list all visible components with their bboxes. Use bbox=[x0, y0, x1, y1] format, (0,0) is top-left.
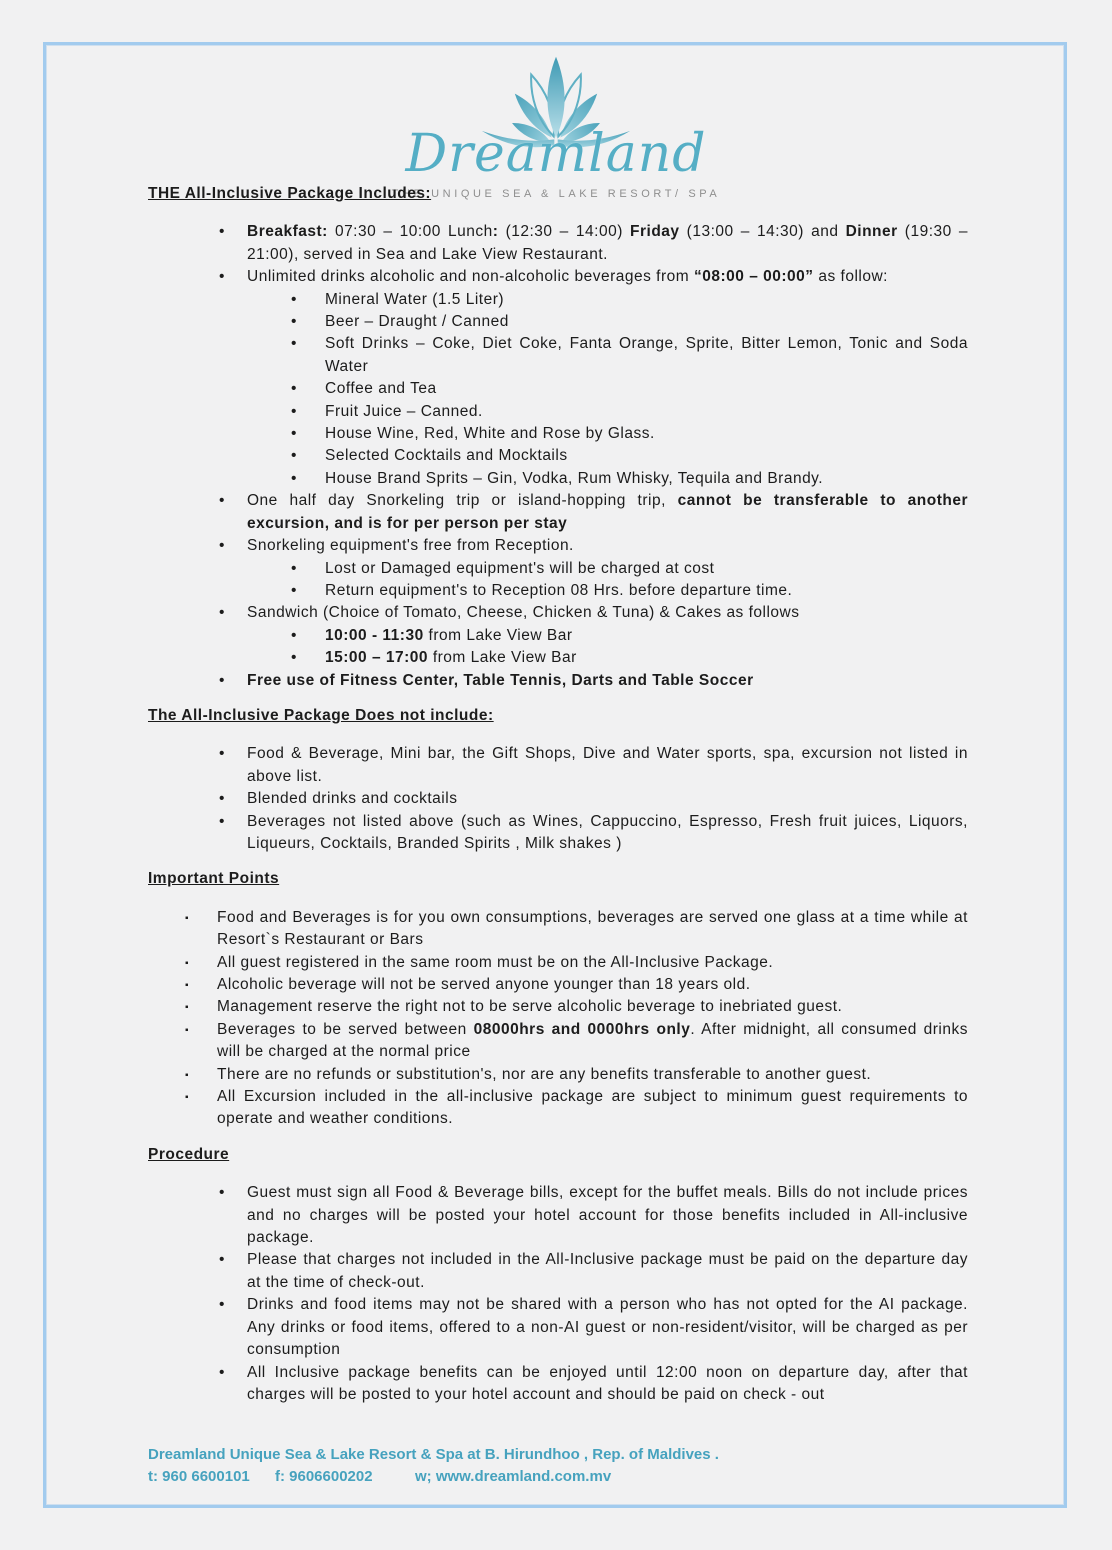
list-item bbox=[148, 670, 968, 692]
text-segment: Return equipment's to Reception 08 Hrs. before departure time. bbox=[325, 581, 793, 599]
resort-logo bbox=[0, 50, 1112, 200]
disc-bullet-icon: • bbox=[291, 469, 297, 487]
list-item bbox=[148, 333, 968, 378]
disc-bullet-icon: • bbox=[219, 1251, 225, 1269]
disc-bullet-icon: • bbox=[219, 223, 225, 241]
list-item bbox=[148, 468, 968, 490]
text-segment: . After midnight, all consumed drinks will be charged at the normal price bbox=[217, 1020, 968, 1061]
text-segment: Food and Beverages is for you own consumptions, beverages are served one glass at a time while at Resort`s Restaurant or Bars bbox=[217, 908, 968, 949]
list-item bbox=[148, 1362, 968, 1407]
square-bullet-icon: ▪ bbox=[185, 957, 190, 969]
text-segment: Lost or Damaged equipment's will be charged at cost bbox=[325, 559, 715, 577]
document-body bbox=[148, 183, 968, 1413]
disc-bullet-icon: • bbox=[219, 1184, 225, 1202]
text-segment: : bbox=[492, 223, 499, 241]
text-segment: House Brand Sprits – Gin, Vodka, Rum Whisky, Tequila and Brandy. bbox=[325, 469, 824, 487]
text-segment: Please that charges not included in the All-Inclusive package must be paid on the departure day at the time of check-out. bbox=[247, 1251, 968, 1291]
list-item bbox=[148, 266, 968, 288]
text-segment: (12:30 – 14:00) bbox=[498, 223, 631, 241]
text-segment: Drinks and food items may not be shared with a person who has not opted for the AI package. Any drinks or food items, offered to a non-AI guest or non-resident/visitor, will be charged as per consumption bbox=[247, 1296, 968, 1359]
text-segment: Dinner bbox=[845, 223, 898, 241]
list-item bbox=[148, 788, 968, 810]
section-list bbox=[148, 743, 968, 855]
disc-bullet-icon: • bbox=[219, 745, 225, 763]
text-segment: Beer – Draught / Canned bbox=[325, 313, 509, 331]
text-segment: Breakfast: bbox=[247, 223, 328, 241]
text-segment: (19:30 – 21:00), served in Sea and Lake View Restaurant. bbox=[247, 223, 969, 263]
text-segment: as follow: bbox=[813, 268, 888, 286]
text-segment: There are no refunds or substitution's, nor are any benefits transferable to another guest. bbox=[217, 1065, 872, 1083]
text-segment: Friday bbox=[630, 223, 680, 241]
list-item bbox=[148, 952, 968, 974]
text-segment: Free use of Fitness Center, Table Tennis, Darts and Table Soccer bbox=[247, 671, 754, 689]
disc-bullet-icon: • bbox=[291, 626, 297, 644]
list-item bbox=[148, 311, 968, 333]
text-segment: from Lake View Bar bbox=[423, 626, 573, 644]
text-segment: Guest must sign all Food & Beverage bills, except for the buffet meals. Bills do not include prices and no charges will be posted your hotel account for those benefits included in All-inclusive package. bbox=[247, 1184, 968, 1247]
footer-contacts bbox=[148, 1466, 968, 1488]
footer-website: w; www.dreamland.com.mv bbox=[415, 1468, 612, 1485]
list-item bbox=[148, 811, 968, 856]
disc-bullet-icon: • bbox=[291, 649, 297, 667]
square-bullet-icon: ▪ bbox=[185, 912, 190, 924]
text-segment: 08000hrs and 0000hrs only bbox=[473, 1020, 691, 1038]
list-item bbox=[148, 1249, 968, 1294]
list-item bbox=[148, 445, 968, 467]
list-item bbox=[148, 1064, 968, 1086]
disc-bullet-icon: • bbox=[219, 604, 225, 622]
text-segment: from Lake View Bar bbox=[428, 649, 577, 667]
section-list bbox=[148, 1182, 968, 1406]
text-segment: Coffee and Tea bbox=[325, 380, 437, 398]
list-item bbox=[148, 602, 968, 624]
list-item bbox=[148, 535, 968, 557]
square-bullet-icon: ▪ bbox=[185, 1069, 190, 1081]
text-segment: Beverages not listed above (such as Wines, Cappuccino, Espresso, Fresh fruit juices, Liquors, Liqueurs, Cocktails, Branded Spirits , Milk shakes ) bbox=[247, 812, 968, 852]
disc-bullet-icon: • bbox=[291, 559, 297, 577]
square-bullet-icon: ▪ bbox=[185, 980, 190, 991]
text-segment: Food & Beverage, Mini bar, the Gift Shops, Dive and Water sports, spa, excursion not listed in above list. bbox=[247, 745, 968, 785]
list-item bbox=[148, 378, 968, 400]
list-item bbox=[148, 1019, 968, 1064]
text-segment: Sandwich (Choice of Tomato, Cheese, Chicken & Tuna) & Cakes as follows bbox=[247, 604, 800, 622]
text-segment: Fruit Juice – Canned. bbox=[325, 402, 483, 420]
text-segment: cannot be transferable to another excursion, and is for per person per stay bbox=[247, 492, 968, 532]
footer-address: Dreamland Unique Sea & Lake Resort & Spa at B. Hirundhoo , Rep. of Maldives . bbox=[148, 1446, 719, 1463]
footer-phone: t: 960 6600101 bbox=[148, 1468, 250, 1485]
text-segment: 10:00 - 11:30 bbox=[325, 626, 424, 644]
text-segment: (13:00 – 14:30) and bbox=[679, 223, 846, 241]
list-item bbox=[148, 221, 968, 266]
list-item bbox=[148, 423, 968, 445]
list-item bbox=[148, 401, 968, 423]
text-segment: Unlimited drinks alcoholic and non-alcoholic beverages from bbox=[247, 268, 694, 286]
text-segment: Beverages to be served between bbox=[217, 1020, 474, 1038]
list-item bbox=[148, 1086, 968, 1131]
disc-bullet-icon: • bbox=[219, 537, 225, 555]
text-segment: House Wine, Red, White and Rose by Glass. bbox=[325, 425, 655, 443]
disc-bullet-icon: • bbox=[219, 1296, 225, 1314]
text-segment: Soft Drinks – Coke, Diet Coke, Fanta Orange, Sprite, Bitter Lemon, Tonic and Soda Water bbox=[325, 335, 968, 375]
section-heading: THE All-Inclusive Package Includes: bbox=[148, 185, 432, 202]
disc-bullet-icon: • bbox=[291, 581, 297, 599]
disc-bullet-icon: • bbox=[291, 380, 297, 398]
section-heading: Procedure bbox=[148, 1145, 230, 1163]
text-segment: Snorkeling equipment's free from Reception. bbox=[247, 537, 574, 555]
footer-fax: f: 9606600202 bbox=[275, 1468, 373, 1485]
section-heading: The All-Inclusive Package Does not include: bbox=[148, 706, 494, 724]
list-item bbox=[148, 996, 968, 1018]
text-segment: All Excursion included in the all-inclusive package are subject to minimum guest requirements to operate and weather conditions. bbox=[217, 1088, 968, 1128]
text-segment: Blended drinks and cocktails bbox=[247, 790, 458, 808]
text-segment: Management reserve the right not to be serve alcoholic beverage to inebriated guest. bbox=[217, 998, 843, 1016]
text-segment: One half day Snorkeling trip or island-hopping trip, bbox=[247, 492, 678, 510]
page-footer bbox=[148, 1444, 968, 1488]
text-segment: Mineral Water (1.5 Liter) bbox=[325, 290, 505, 308]
list-item bbox=[148, 580, 968, 602]
text-segment: Alcoholic beverage will not be served anyone younger than 18 years old. bbox=[217, 976, 751, 993]
disc-bullet-icon: • bbox=[291, 402, 297, 420]
disc-bullet-icon: • bbox=[291, 313, 297, 331]
square-bullet-icon: ▪ bbox=[185, 1092, 190, 1104]
disc-bullet-icon: • bbox=[219, 671, 225, 689]
section-list bbox=[148, 907, 968, 1131]
disc-bullet-icon: • bbox=[291, 447, 297, 465]
list-item bbox=[148, 289, 968, 311]
section-list bbox=[148, 221, 968, 692]
list-item bbox=[148, 647, 968, 669]
text-segment: 15:00 – 17:00 bbox=[325, 649, 429, 667]
disc-bullet-icon: • bbox=[219, 268, 225, 286]
text-segment: Selected Cocktails and Mocktails bbox=[325, 447, 568, 465]
text-segment: All guest registered in the same room must be on the All-Inclusive Package. bbox=[217, 953, 774, 971]
list-item bbox=[148, 743, 968, 788]
list-item bbox=[148, 490, 968, 535]
list-item bbox=[148, 907, 968, 952]
list-item bbox=[148, 625, 968, 647]
list-item bbox=[148, 1182, 968, 1249]
disc-bullet-icon: • bbox=[219, 812, 225, 830]
text-segment: “08:00 – 00:00” bbox=[694, 268, 814, 286]
disc-bullet-icon: • bbox=[219, 1363, 225, 1381]
list-item bbox=[148, 1294, 968, 1361]
disc-bullet-icon: • bbox=[219, 492, 225, 510]
brand-name: Dreamland bbox=[405, 124, 707, 184]
disc-bullet-icon: • bbox=[291, 335, 297, 353]
text-segment: 07:30 – 10:00 Lunch bbox=[327, 223, 493, 241]
disc-bullet-icon: • bbox=[219, 790, 225, 808]
disc-bullet-icon: • bbox=[291, 425, 297, 443]
section-heading: Important Points bbox=[148, 870, 280, 888]
text-segment: All Inclusive package benefits can be enjoyed until 12:00 noon on departure day, after that charges will be posted to your hotel account and should be paid on check - out bbox=[247, 1363, 968, 1403]
square-bullet-icon: ▪ bbox=[185, 1002, 190, 1014]
square-bullet-icon: ▪ bbox=[185, 1024, 190, 1036]
disc-bullet-icon: • bbox=[291, 290, 297, 308]
list-item bbox=[148, 974, 968, 996]
brand-tagline: THE UNIQUE SEA & LAKE RESORT/ SPA bbox=[391, 188, 721, 200]
list-item bbox=[148, 558, 968, 580]
